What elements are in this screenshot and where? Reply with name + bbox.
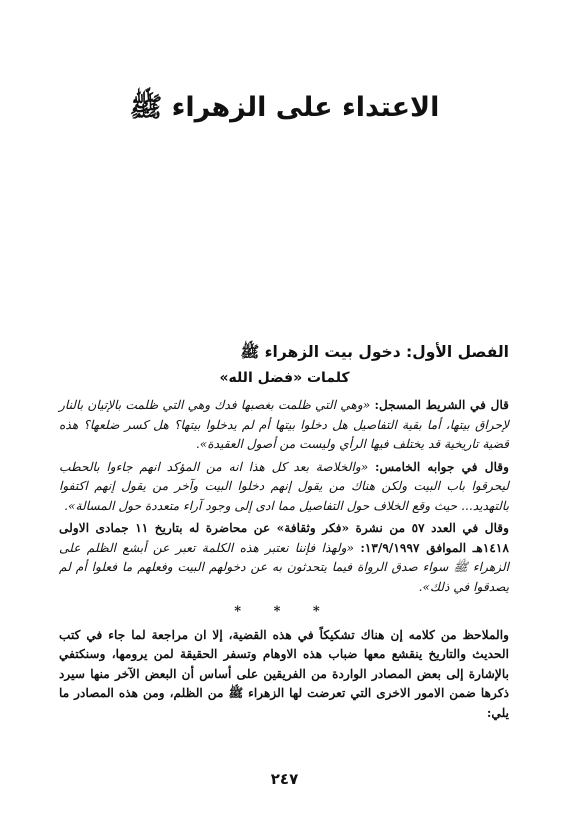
paragraph-lead: قال في الشريط المسجل: xyxy=(374,398,510,412)
paragraph-quote: «ولهذا فإننا نعتبر هذه الكلمة تعبر عن أبشع الظلم على الزهراء ﷺ سواء صدق الرواة فيما يتحدثون به عن دخولهم البيت وفعلهم ما فعلوا أم لم يصدقوا في ذلك». xyxy=(59,540,509,594)
section-separator: * * * xyxy=(234,604,334,619)
paragraph-1 xyxy=(59,396,509,455)
section-subheading: كلمات «فضل الله» xyxy=(219,370,350,386)
closing-paragraph: والملاحظ من كلامه إن هناك تشكيكاً في هذه القضية، إلا ان مراجعة لما جاء في كتب الحديث والتاريخ ينقشع معها ضباب هذه الاوهام وتسفر الحقيقة لمن يرومها، وسنكتفي بالإشارة إلى بعض المصادر الواردة من الفريقين على أساس أن البعض الآخر منها سيرد ذكرها ضمن الامور الاخرى التي تعرضت لها الزهراء ﷺ من الظلم، ومن هذه المصادر ما يلي: xyxy=(59,627,509,720)
chapter-heading: الفصل الأول: دخول بيت الزهراء ﷺ xyxy=(240,343,509,361)
paragraph-lead: وقال في جوابه الخامس: xyxy=(375,459,509,474)
paragraph-2 xyxy=(59,458,509,517)
paragraph-quote: «والخلاصة بعد كل هذا انه من المؤكد انهم جاءوا بالحطب ليحرقوا باب البيت ولكن هناك من يقول إنهم دخلوا البيت وآخر من يقول إنهم اكتفوا بالتهديد... حيث وقع الخلاف حول التفاصيل مما ادى إلى وجود آراء متعددة حول المسالة». xyxy=(59,459,509,513)
page-title: الاعتداء على الزهراء ﷺ xyxy=(129,92,440,123)
paragraph-lead: وقال في العدد ٥٧ من نشرة «فكر وثقافة» عن محاضرة له بتاريخ ١١ جمادى الاولى ١٤١٨هـ الموافق ١٣/٩/١٩٩٧: xyxy=(59,521,509,555)
page-number: ٢٤٧ xyxy=(270,770,299,788)
body-text xyxy=(59,396,509,726)
paragraph-quote: «وهي التي ظلمت بغصبها فدك وهي التي ظلمت بالإتيان بالنار لإحراق بيتها، أما بقية التفاصيل هل دخلوا بيتها أم لم يدخلوا بيتها؟ هل كسر ضلعها؟ هذه قضية تاريخية قد يختلف فيها الرأي وليست من أصول العقيدة». xyxy=(59,398,509,451)
paragraph-3 xyxy=(59,519,509,597)
